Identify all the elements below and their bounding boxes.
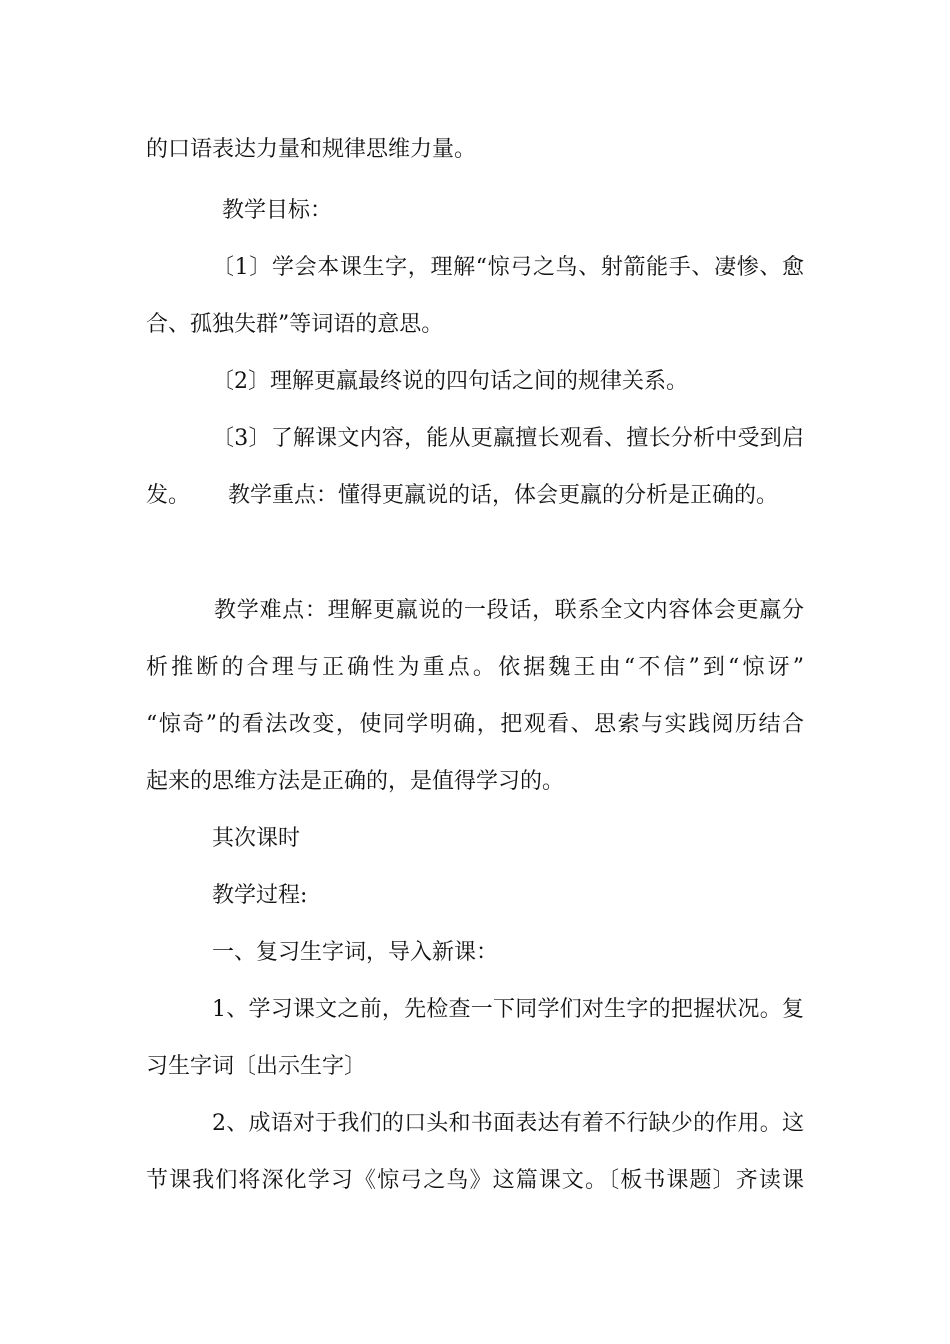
heading-teaching-focus: 教学重点：懂得更羸说的话，体会更羸的分析是正确的。 [228,483,779,508]
text-line: 习生字词〔出示生字〕 [146,1054,367,1079]
heading-second-lesson: 其次课时 [212,826,301,851]
text-line: 节课我们将深化学习《惊弓之鸟》这篇课文。〔板书课题〕齐读课 [146,1168,804,1193]
heading-teaching-process: 教学过程: [212,883,308,908]
heading-teaching-goals: 教学目标： [222,198,333,223]
text-line: 发。 [146,483,191,508]
heading-teaching-difficulty: 教学难点：理解更羸说的一段话，联系全文内容体会更羸分 [214,598,804,623]
section-heading: 一、复习生字词，导入新课： [212,940,499,965]
text-line: 2、成语对于我们的口头和书面表达有着不行缺少的作用。这 [212,1111,804,1136]
text-line: 起来的思维方法是正确的，是值得学习的。 [146,769,565,794]
text-line: 析推断的合理与正确性为重点。依据魏王由“不信”到“惊讶” [146,655,804,680]
text-line: 〔2〕理解更羸最终说的四句话之间的规律关系。 [212,369,688,394]
text-line: 〔1〕学会本课生字，理解“惊弓之鸟、射箭能手、凄惨、愈 [212,255,804,280]
text-line: 1、学习课文之前，先检查一下同学们对生字的把握状况。复 [212,997,804,1022]
text-line: 的口语表达力量和规律思维力量。 [146,137,477,162]
text-line: 〔3〕了解课文内容，能从更羸擅长观看、擅长分析中受到启 [212,426,804,451]
text-line: 合、孤独失群”等词语的意思。 [146,312,444,337]
text-line: “惊奇”的看法改变，使同学明确，把观看、思索与实践阅历结合 [146,712,804,737]
